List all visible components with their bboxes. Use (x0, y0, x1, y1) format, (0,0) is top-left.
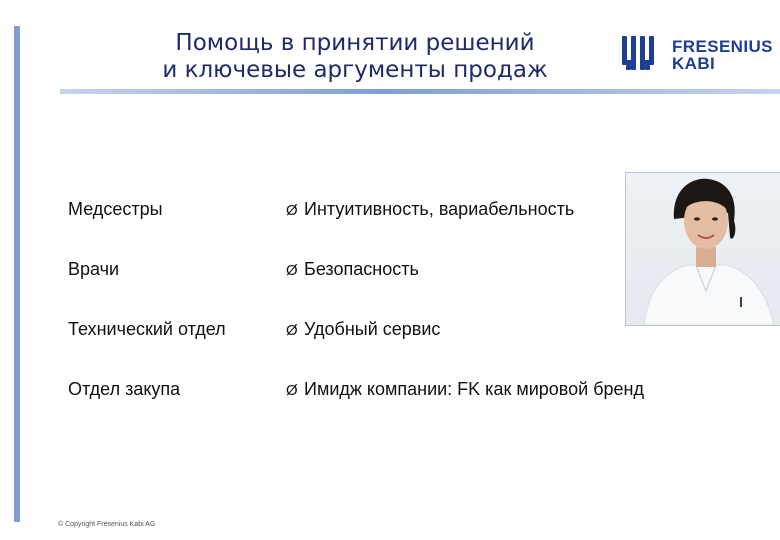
row-argument (286, 199, 574, 220)
arrow-bullet-icon: Ø (286, 382, 298, 399)
title-line-1: Помощь в принятии решений (175, 30, 535, 56)
arrow-bullet-icon: Ø (286, 322, 298, 339)
fresenius-kabi-logo (620, 34, 780, 74)
argument-text: Интуитивность, вариабельность (304, 199, 575, 219)
title-line-2: и ключевые аргументы продаж (162, 57, 548, 83)
row-label: Технический отдел (68, 319, 226, 339)
argument-text: Безопасность (304, 259, 419, 279)
fresenius-logo-mark (620, 34, 668, 74)
row-label: Отдел закупа (68, 379, 181, 399)
arrow-bullet-icon: Ø (286, 262, 298, 279)
nurse-photo (625, 172, 780, 326)
argument-text: Удобный сервис (304, 319, 441, 339)
logo-wordmark (672, 38, 773, 72)
title-divider (60, 89, 780, 94)
row-argument (286, 379, 644, 400)
row-argument (286, 259, 419, 280)
logo-line-1: FRESENIUS (672, 37, 773, 56)
nurse-illustration (626, 173, 780, 325)
row-label: Медсестры (68, 199, 163, 219)
row-argument (286, 319, 440, 340)
row-label: Врачи (68, 259, 120, 279)
page-title (120, 30, 590, 84)
copyright-footer: © Copyright Fresenius Kabi AG (58, 521, 156, 528)
logo-line-2: KABI (672, 54, 716, 73)
left-accent-bar (14, 26, 20, 522)
arrow-bullet-icon: Ø (286, 202, 298, 219)
argument-text: Имидж компании: FK как мировой бренд (304, 379, 644, 399)
